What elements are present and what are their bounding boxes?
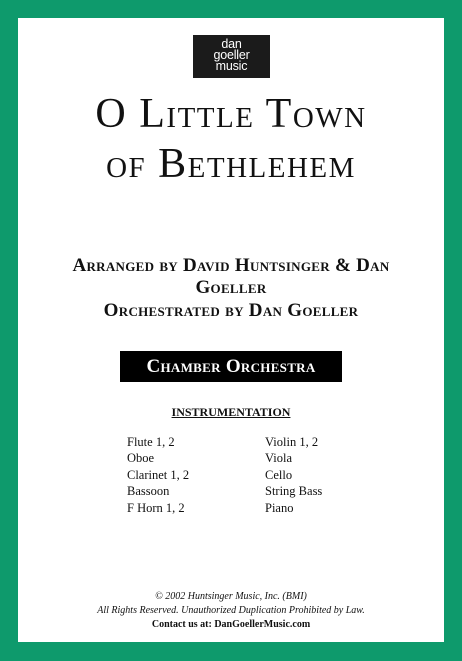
title-line-2: of Bethlehem	[106, 141, 356, 187]
instrument-item: Piano	[265, 500, 294, 515]
publisher-logo	[193, 35, 270, 78]
orchestrator-credit: Orchestrated by Dan Goeller	[103, 300, 359, 321]
ensemble-label: Chamber Orchestra	[120, 351, 342, 382]
logo-line-1: dan	[221, 37, 242, 51]
score-cover-page	[18, 18, 444, 642]
instrument-item: Clarinet 1, 2	[127, 467, 190, 482]
title-line-1: O Little Town	[95, 91, 367, 137]
arranger-credit-line-2: Goeller	[195, 277, 267, 298]
rights-notice: All Rights Reserved. Unauthorized Duplication Prohibited by Law.	[97, 605, 365, 616]
contact-line: Contact us at: DanGoellerMusic.com	[151, 619, 311, 630]
instrumentation-heading: INSTRUMENTATION	[171, 405, 291, 419]
logo-line-3: music	[215, 59, 248, 73]
copyright-notice: © 2002 Huntsinger Music, Inc. (BMI)	[155, 591, 307, 602]
instrument-item: Cello	[265, 467, 293, 482]
instrument-list-right	[265, 434, 322, 516]
instrument-list-left	[127, 434, 189, 516]
instrument-item: Violin 1, 2	[265, 435, 319, 449]
logo-line-2: goeller	[213, 48, 250, 62]
instrument-item: Oboe	[127, 451, 155, 466]
instrument-item: Viola	[265, 451, 293, 466]
arranger-credit-line-1: Arranged by David Huntsinger & Dan	[72, 255, 390, 276]
instrument-item: String Bass	[265, 484, 323, 499]
instrument-item: Flute 1, 2	[127, 435, 175, 449]
instrument-item: Bassoon	[127, 484, 170, 499]
instrument-item: F Horn 1, 2	[127, 500, 185, 515]
